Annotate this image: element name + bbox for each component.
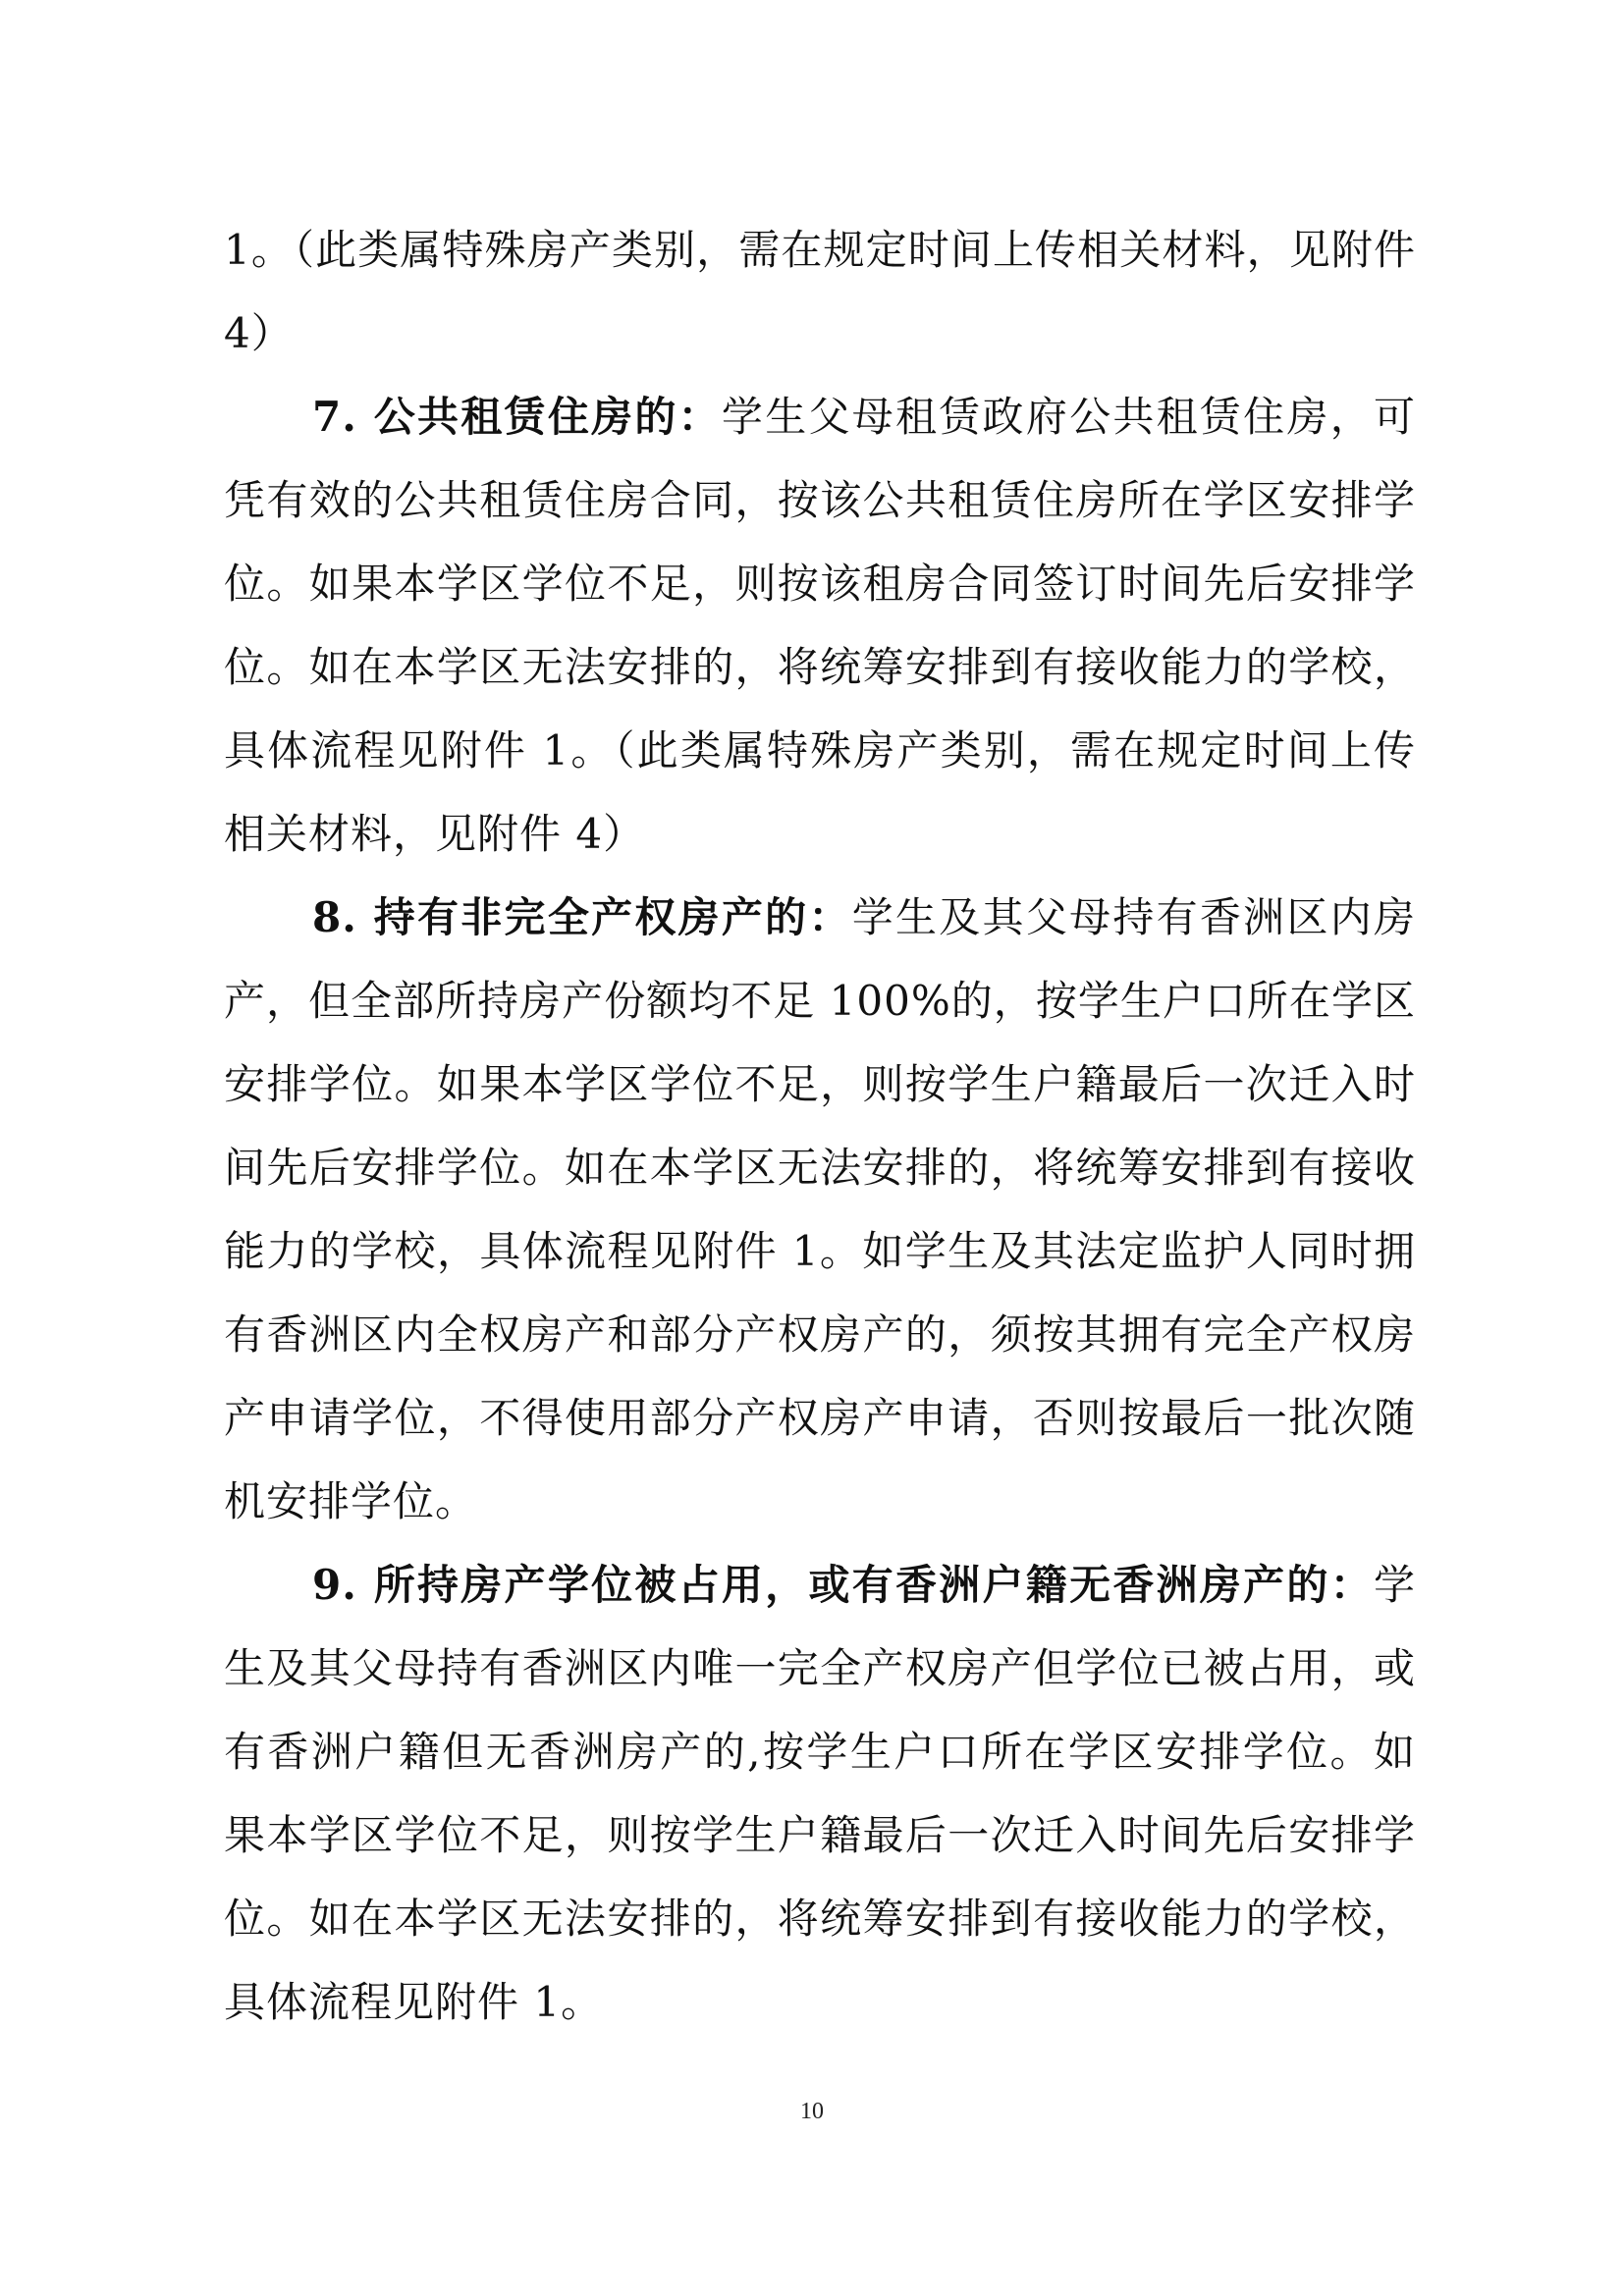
document-body bbox=[224, 208, 1416, 2044]
paragraph-body: 学生及其父母持有香洲区内房产，但全部所持房产份额均不足 100%的，按学生户口所在学区安排学位。如果本学区学位不足，则按学生户籍最后一次迁入时间先后安排学位。如在本学区无法安排的，将统筹安排到有接收能力的学校，具体流程见附件 1。如学生及其法定监护人同时拥有香洲区内全权房产和部分产权房产的，须按其拥有完全产权房产申请学位，不得使用部分产权房产申请，否则按最后一批次随机安排学位。 bbox=[224, 893, 1416, 1525]
paragraph-public-rental-housing bbox=[224, 375, 1416, 876]
paragraph-body: 学生父母租赁政府公共租赁住房，可凭有效的公共租赁住房合同，按该公共租赁住房所在学区安排学位。如果本学区学位不足，则按该租房合同签订时间先后安排学位。如在本学区无法安排的，将统筹安排到有接收能力的学校，具体流程见附件 1。（此类属特殊房产类别，需在规定时间上传相关材料，见附件 4） bbox=[224, 393, 1416, 858]
paragraph-heading: 9. 所持房产学位被占用，或有香洲户籍无香洲房产的： bbox=[312, 1561, 1374, 1609]
paragraph-heading: 8. 持有非完全产权房产的： bbox=[312, 893, 852, 941]
paragraph-body: 学生及其父母持有香洲区内唯一完全产权房产但学位已被占用，或有香洲户籍但无香洲房产的,按学生户口所在学区安排学位。如果本学区学位不足，则按学生户籍最后一次迁入时间先后安排学位。如在本学区无法安排的，将统筹安排到有接收能力的学校，具体流程见附件 1。 bbox=[224, 1561, 1416, 2026]
page-number: 10 bbox=[800, 2099, 824, 2124]
paragraph-continuation bbox=[224, 208, 1416, 375]
paragraph-heading: 7. 公共租赁住房的： bbox=[312, 393, 722, 441]
paragraph-partial-ownership-property bbox=[224, 876, 1416, 1543]
paragraph-body: 1。（此类属特殊房产类别，需在规定时间上传相关材料，见附件 4） bbox=[224, 226, 1416, 357]
paragraph-occupied-degree-or-no-property bbox=[224, 1543, 1416, 2044]
